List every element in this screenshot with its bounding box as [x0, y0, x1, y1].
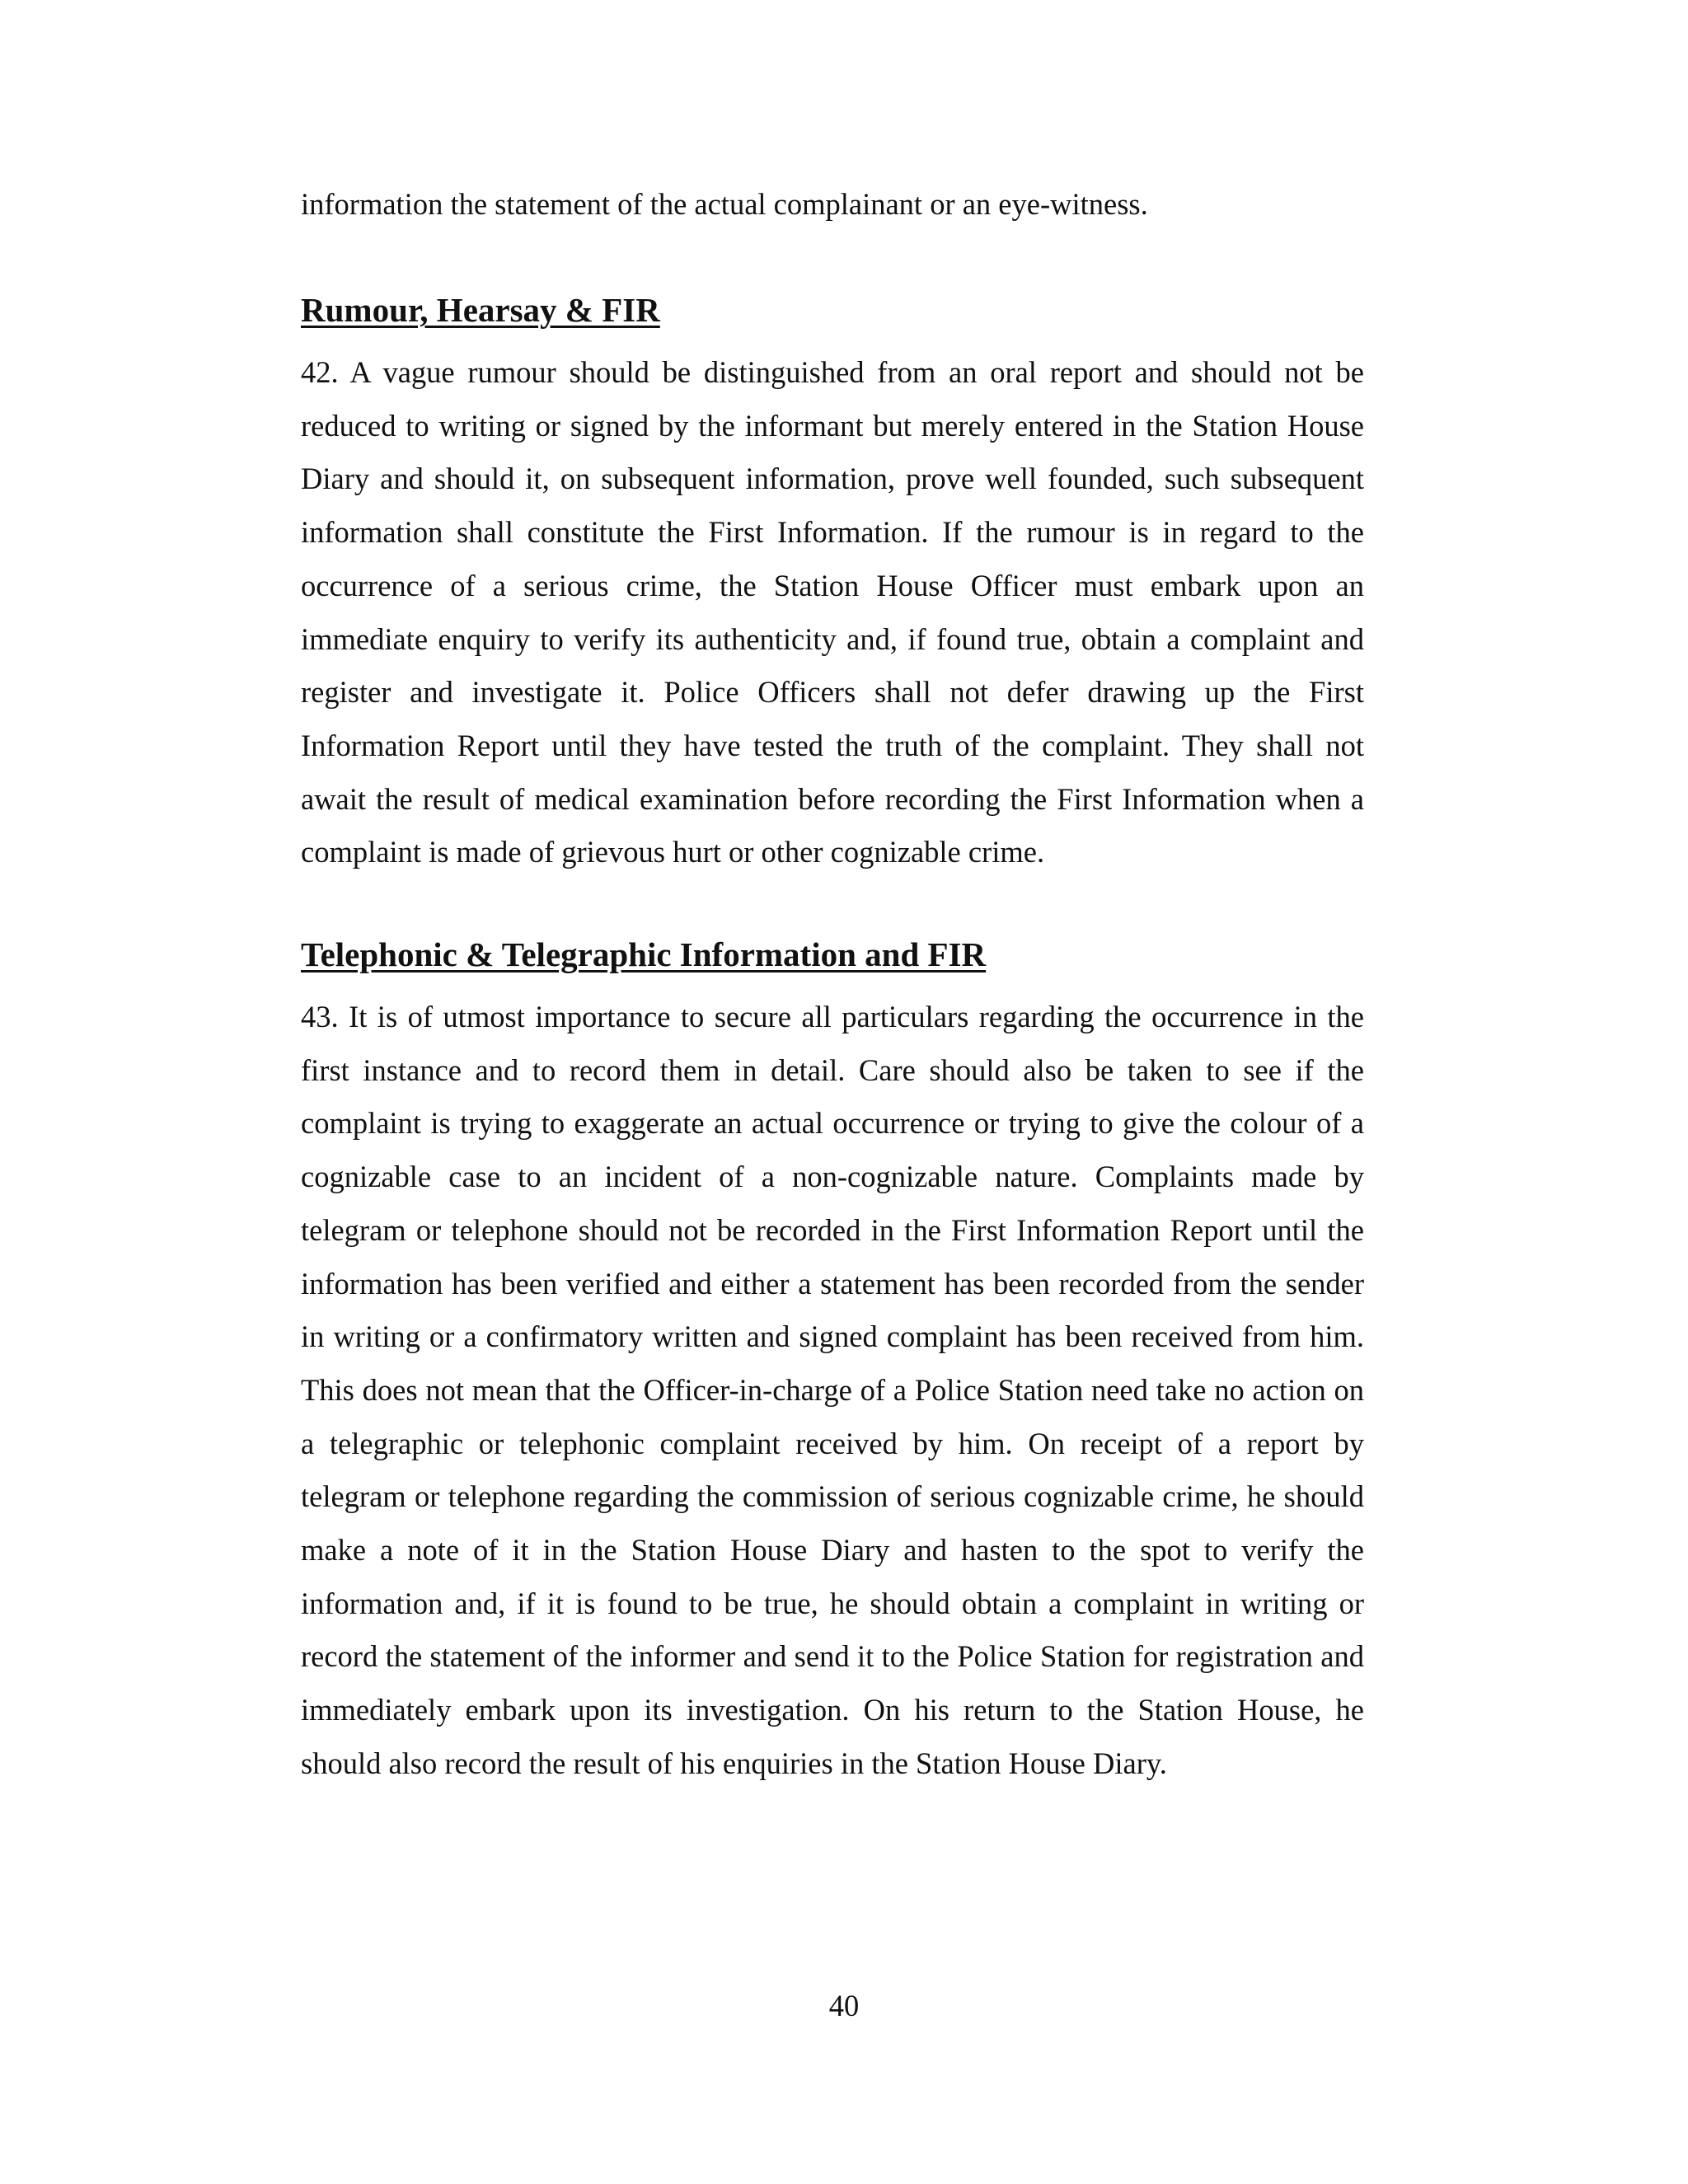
page-number: 40 [828, 1989, 860, 2022]
paragraph-43: 43. It is of utmost importance to secure all particulars regarding the occurrence in the first instance and to record them in detail. Care should also be taken to see if the complaint is trying to exaggerate an actual occurrence or trying to give the colour of a cognizable case to an incident of a non-cognizable nature. Complaints made by telegram or telephone should not be recorded in the First Information Report until the information has been verified and either a statement has been recorded from the sender in writing or a confirmatory written and signed complaint has been received from him. This does not mean that the Officer-in-charge of a Police Station need take no action on a telegraphic or telephonic complaint received by him. On receipt of a report by telegram or telephone regarding the commission of serious cognizable crime, he should make a note of it in the Station House Diary and hasten to the spot to verify the information and, if it is found to be true, he should obtain a complaint in writing or record the statement of the informer and send it to the Police Station for registration and immediately embark upon its investigation. On his return to the Station House, he should also record the result of his enquiries in the Station House Diary. [301, 1000, 1364, 1780]
paragraph-42: 42. A vague rumour should be distinguished from an oral report and should not be reduced to writing or signed by the informant but merely entered in the Station House Diary and should it, on subsequent information, prove well founded, such subsequent information shall constitute the First Information. If the rumour is in regard to the occurrence of a serious crime, the Station House Officer must embark upon an immediate enquiry to verify its authenticity and, if found true, obtain a complaint and register and investigate it. Police Officers shall not defer drawing up the First Information Report until they have tested the truth of the complaint. They shall not await the result of medical examination before recording the First Information when a complaint is made of grievous hurt or other cognizable crime. [301, 355, 1364, 869]
continuation-text: information the statement of the actual complainant or an eye-witness. [301, 187, 1148, 221]
section-heading-rumour-hearsay: Rumour, Hearsay & FIR [301, 291, 660, 329]
section-heading-telephonic-telegraphic: Telephonic & Telegraphic Information and FIR [301, 935, 987, 973]
